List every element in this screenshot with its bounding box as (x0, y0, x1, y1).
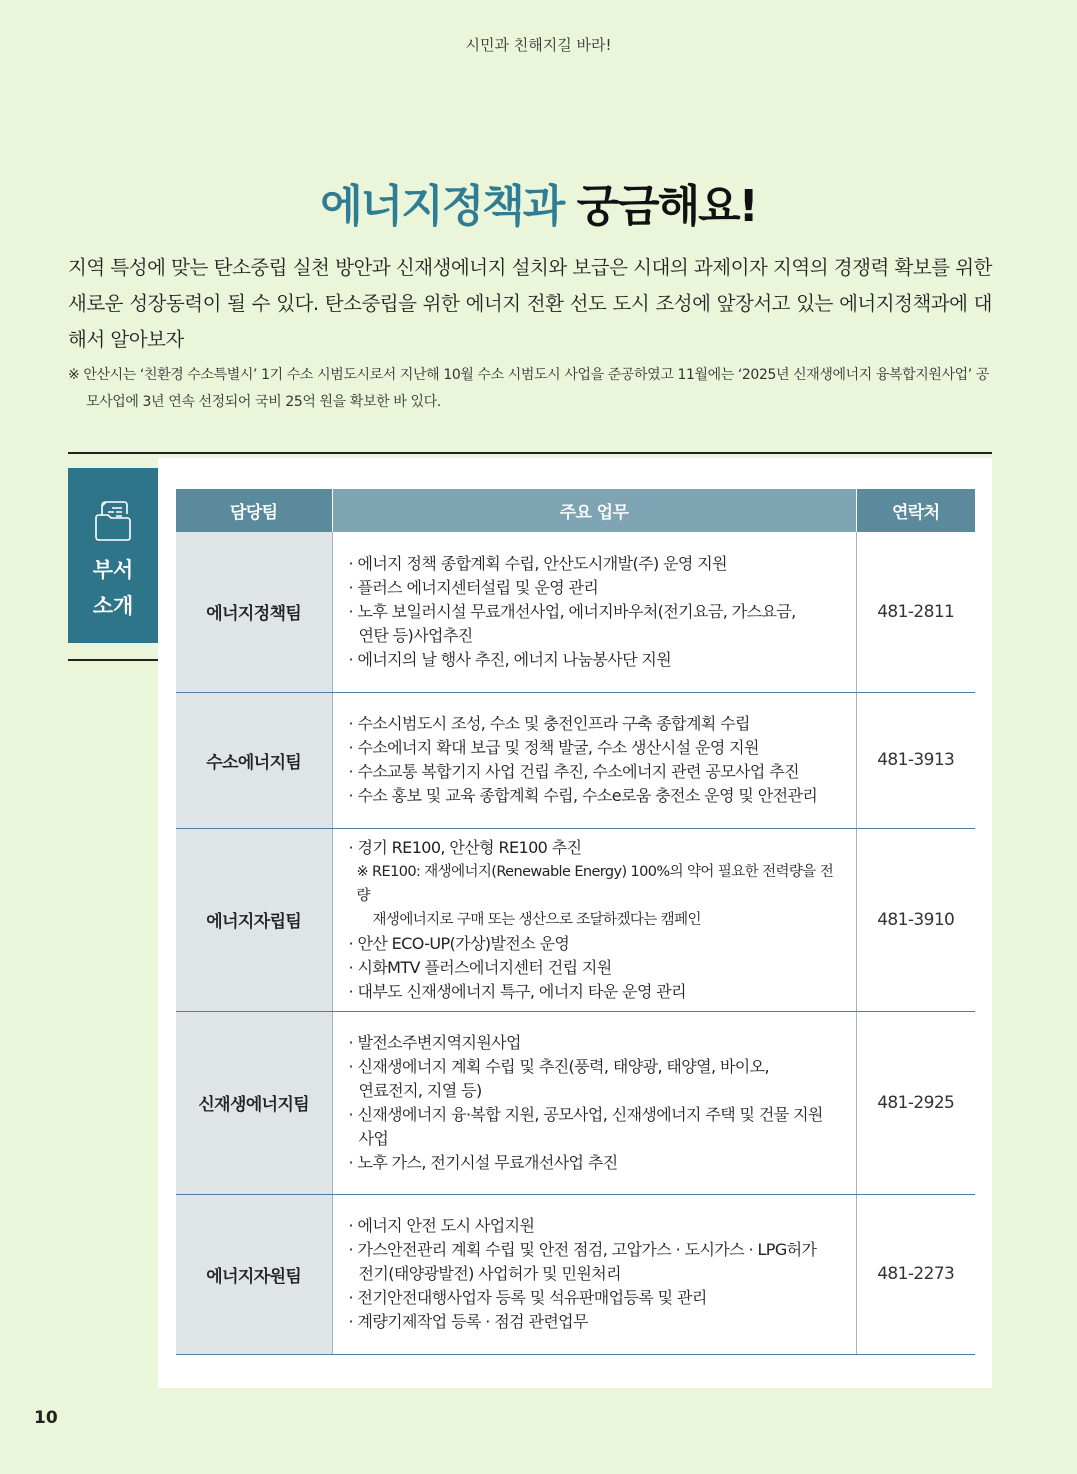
task-list (332, 692, 856, 828)
tab-label-1: 부서 (92, 558, 134, 582)
table-row (176, 1011, 975, 1194)
task-line: · 에너지의 날 행사 추진, 에너지 나눔봉사단 지원 (348, 649, 672, 669)
table-row (176, 532, 975, 692)
col-header-contact: 연락처 (856, 489, 975, 532)
task-line: · 경기 RE100, 안산형 RE100 추진 (348, 837, 582, 857)
contact-number: 481-3910 (856, 828, 975, 1011)
task-line: · 대부도 신재생에너지 특구, 에너지 타운 운영 관리 (348, 981, 686, 1001)
task-list (332, 1011, 856, 1194)
team-name: 에너지정책팀 (176, 532, 332, 692)
task-line: ※ RE100: 재생에너지(Renewable Energy) 100%의 약어 필요한 전력량을 전량 (356, 863, 834, 904)
task-line: · 에너지 정책 종합계획 수립, 안산도시개발(주) 운영 지원 (348, 553, 727, 573)
task-line: 사업 (358, 1128, 389, 1148)
divider (68, 452, 992, 454)
page-number: 10 (34, 1408, 58, 1428)
intro-paragraph: 지역 특성에 맞는 탄소중립 실천 방안과 신재생에너지 설치와 보급은 시대의 과제이자 지역의 경쟁력 확보를 위한 새로운 성장동력이 될 수 있다. 탄소중립을 위한 에너지 전환 선도 도시 조성에 앞장서고 있는 에너지정책과에 대해서 알아보자 (68, 256, 992, 351)
note: ※ 안산시는 ‘친환경 수소특별시’ 1기 수소 시범도시로서 지난해 10월 수소 시범도시 사업을 준공하였고 11월에는 ‘2025년 신재생에너지 융복합지원사업’ 공모사업에 3년 연속 선정되어 국비 25억 원을 확보한 바 있다. (68, 367, 990, 410)
task-list (332, 532, 856, 692)
task-line: · 신재생에너지 융·복합 지원, 공모사업, 신재생에너지 주택 및 건물 지원 (348, 1104, 823, 1124)
team-name: 에너지자립팀 (176, 828, 332, 1011)
col-header-tasks: 주요 업무 (332, 489, 856, 532)
task-line: · 수소시범도시 조성, 수소 및 충전인프라 구축 종합계획 수립 (348, 714, 750, 733)
task-line: · 발전소주변지역지원사업 (348, 1032, 521, 1052)
task-line: · 신재생에너지 계획 수립 및 추진(풍력, 태양광, 태양열, 바이오, (348, 1056, 770, 1076)
contact-number: 481-2811 (856, 532, 975, 692)
task-line: · 에너지 안전 도시 사업지원 (348, 1216, 535, 1235)
section-tab (68, 468, 158, 643)
task-list (332, 1194, 856, 1354)
task-line: · 수소에너지 확대 보급 및 정책 발굴, 수소 생산시설 운영 지원 (348, 738, 759, 757)
task-line: 전기(태양광발전) 사업허가 및 민원처리 (358, 1264, 621, 1283)
contact-number: 481-2925 (856, 1011, 975, 1194)
tab-label-2: 소개 (92, 594, 134, 618)
title-rest: 궁금해요! (576, 181, 757, 232)
task-line: · 안산 ECO-UP(가상)발전소 운영 (348, 933, 570, 953)
contact-number: 481-2273 (856, 1194, 975, 1354)
table-row (176, 828, 975, 1011)
tab-divider (68, 659, 158, 661)
task-line: · 시화MTV 플러스에너지센터 건립 지원 (348, 957, 612, 977)
task-line: 연탄 등)사업추진 (358, 625, 473, 645)
task-line: · 가스안전관리 계획 수립 및 안전 점검, 고압가스 · 도시가스 · LPG허가 (348, 1240, 817, 1259)
task-line: · 전기안전대행사업자 등록 및 석유판매업등록 및 관리 (348, 1288, 707, 1307)
department-table (176, 489, 975, 1355)
task-line: 연료전지, 지열 등) (358, 1080, 482, 1100)
task-line: · 계량기제작업 등록 · 점검 관련업무 (348, 1312, 588, 1331)
team-name: 에너지자원팀 (176, 1194, 332, 1354)
task-line: · 수소 홍보 및 교육 종합계획 수립, 수소e로움 충전소 운영 및 안전관리 (348, 786, 818, 805)
task-line: · 노후 보일러시설 무료개선사업, 에너지바우처(전기요금, 가스요금, (348, 601, 796, 621)
folder-document-icon (94, 500, 132, 542)
team-name: 신재생에너지팀 (176, 1011, 332, 1194)
team-name: 수소에너지팀 (176, 692, 332, 828)
title-accent: 에너지정책과 (320, 181, 564, 232)
table-row (176, 1194, 975, 1354)
contact-number: 481-3913 (856, 692, 975, 828)
task-line: · 수소교통 복합기지 사업 건립 추진, 수소에너지 관련 공모사업 추진 (348, 762, 799, 781)
task-line: · 플러스 에너지센터설립 및 운영 관리 (348, 577, 599, 597)
task-list (332, 828, 856, 1011)
table-row (176, 692, 975, 828)
task-line: 재생에너지로 구매 또는 생산으로 조달하겠다는 캠페인 (372, 911, 701, 928)
page-title (0, 170, 1077, 234)
col-header-team: 담당팀 (176, 489, 332, 532)
page-header: 시민과 친해지길 바라! (465, 36, 612, 54)
task-line: · 노후 가스, 전기시설 무료개선사업 추진 (348, 1152, 618, 1172)
